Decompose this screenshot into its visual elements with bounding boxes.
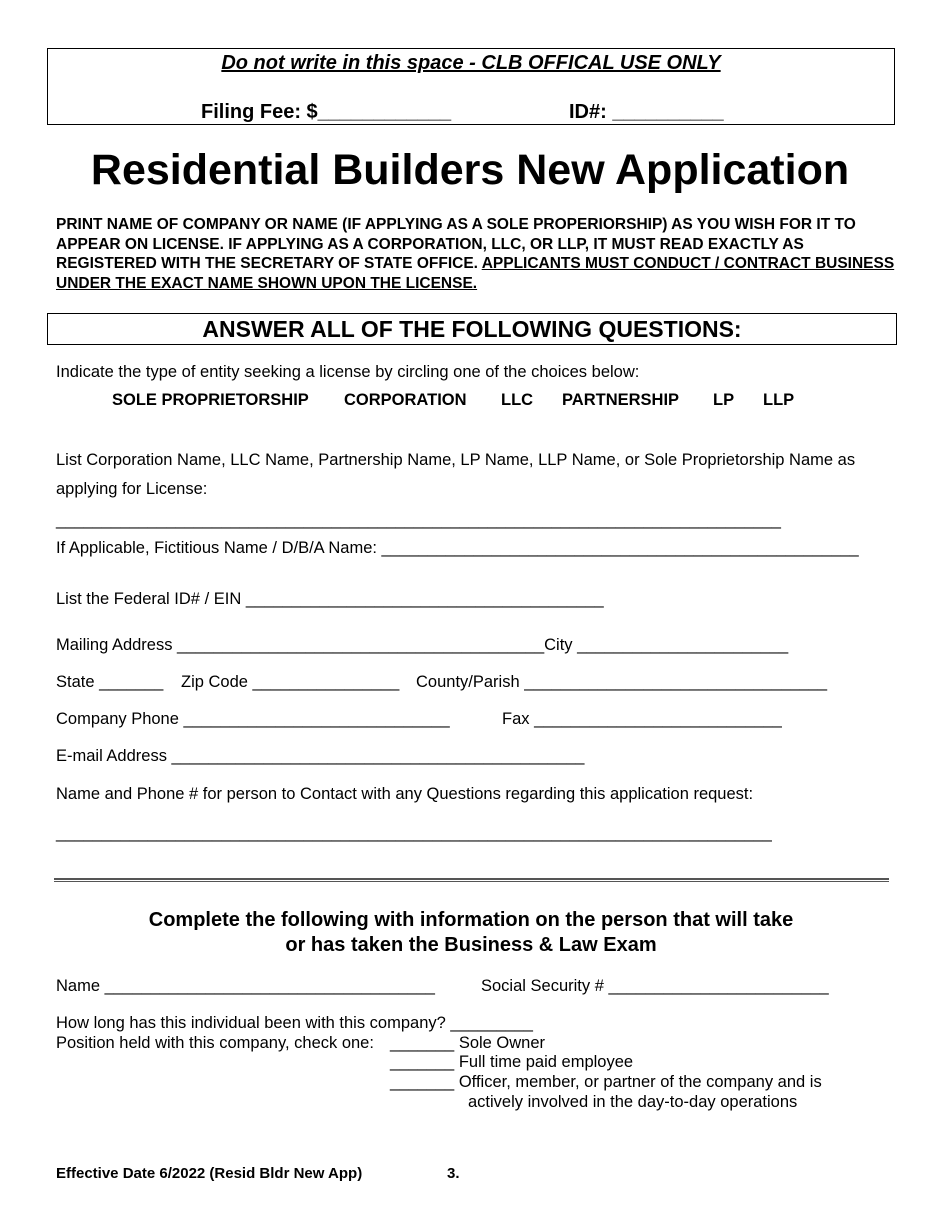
answer-heading: ANSWER ALL OF THE FOLLOWING QUESTIONS: [47,313,897,345]
exam-heading-line2: or has taken the Business & Law Exam [285,934,657,956]
entity-choice-corporation[interactable]: CORPORATION [344,391,467,409]
entity-choice-sole-proprietorship[interactable]: SOLE PROPRIETORSHIP [112,391,309,409]
company-name-field[interactable]: _______________________________________________________________________________ [56,511,781,529]
exam-heading-line1: Complete the following with information on the person that will take [148,909,794,931]
contact-person-field[interactable]: ______________________________________________________________________________ [56,824,772,842]
instructions-underlined: APPLICANTS MUST CONDUCT / CONTRACT BUSINESS UNDER THE EXACT NAME SHOWN UPON THE LICENSE. [56,255,895,292]
entity-choice-lp[interactable]: LP [713,391,735,409]
instructions-text: PRINT NAME OF COMPANY OR NAME (IF APPLYING AS A SOLE PROPERIORSHIP) AS YOU WISH FOR IT TO APPEAR ON LICENSE. IF APPLYING AS A CORPORATION, LLC, OR LLP, IT MUST READ EXACTLY AS REGISTERED WITH THE SECRETARY OF STATE OFFICE. [56,216,856,272]
section-divider [54,878,889,882]
id-field: ID#: __________ [569,101,724,123]
position-option-sole-owner[interactable]: _______ Sole Owner [390,1034,546,1052]
exam-section-heading [0,908,942,958]
county-parish-field[interactable]: County/Parish _________________________________ [416,673,828,691]
exam-person-name-field[interactable]: Name ____________________________________ [56,977,435,995]
entity-prompt: Indicate the type of entity seeking a license by circling one of the choices below: [56,363,640,381]
contact-person-label: Name and Phone # for person to Contact with any Questions regarding this application request: [56,785,754,803]
position-option-officer[interactable]: _______ Officer, member, or partner of the company and is [390,1073,822,1091]
email-address-field[interactable]: E-mail Address _____________________________________________ [56,747,585,765]
company-name-label-cont: applying for License: [56,480,208,498]
instructions [56,215,896,293]
dba-name-field[interactable]: If Applicable, Fictitious Name / D/B/A Name: ____________________________________________________ [56,539,859,557]
position-label: Position held with this company, check one: [56,1034,374,1052]
official-use-box [47,48,895,125]
entity-choice-llc[interactable]: LLC [501,391,534,409]
how-long-field[interactable]: How long has this individual been with this company? _________ [56,1014,533,1032]
zip-code-field[interactable]: Zip Code ________________ [181,673,400,691]
entity-choice-llp[interactable]: LLP [763,391,795,409]
position-option-officer-cont: actively involved in the day-to-day operations [468,1093,798,1111]
effective-date: Effective Date 6/2022 (Resid Bldr New App) [56,1165,363,1182]
official-use-title: Do not write in this space - CLB OFFICAL USE ONLY [221,52,721,74]
page-title: Residential Builders New Application [90,146,850,194]
social-security-field[interactable]: Social Security # ________________________ [481,977,829,995]
company-name-label: List Corporation Name, LLC Name, Partnership Name, LP Name, LLP Name, or Sole Proprietorship Name as [56,451,856,469]
fax-field[interactable]: Fax ___________________________ [502,710,782,728]
federal-ein-field[interactable]: List the Federal ID# / EIN _______________________________________ [56,590,604,608]
page-number: 3. [447,1165,460,1182]
entity-choice-partnership[interactable]: PARTNERSHIP [562,391,680,409]
mailing-address-city-field[interactable]: Mailing Address ________________________________________City _______________________ [56,636,789,654]
position-option-full-time[interactable]: _______ Full time paid employee [390,1053,634,1071]
state-field[interactable]: State _______ [56,673,164,691]
filing-fee-field: Filing Fee: $____________ [201,101,452,123]
company-phone-field[interactable]: Company Phone _____________________________ [56,710,450,728]
